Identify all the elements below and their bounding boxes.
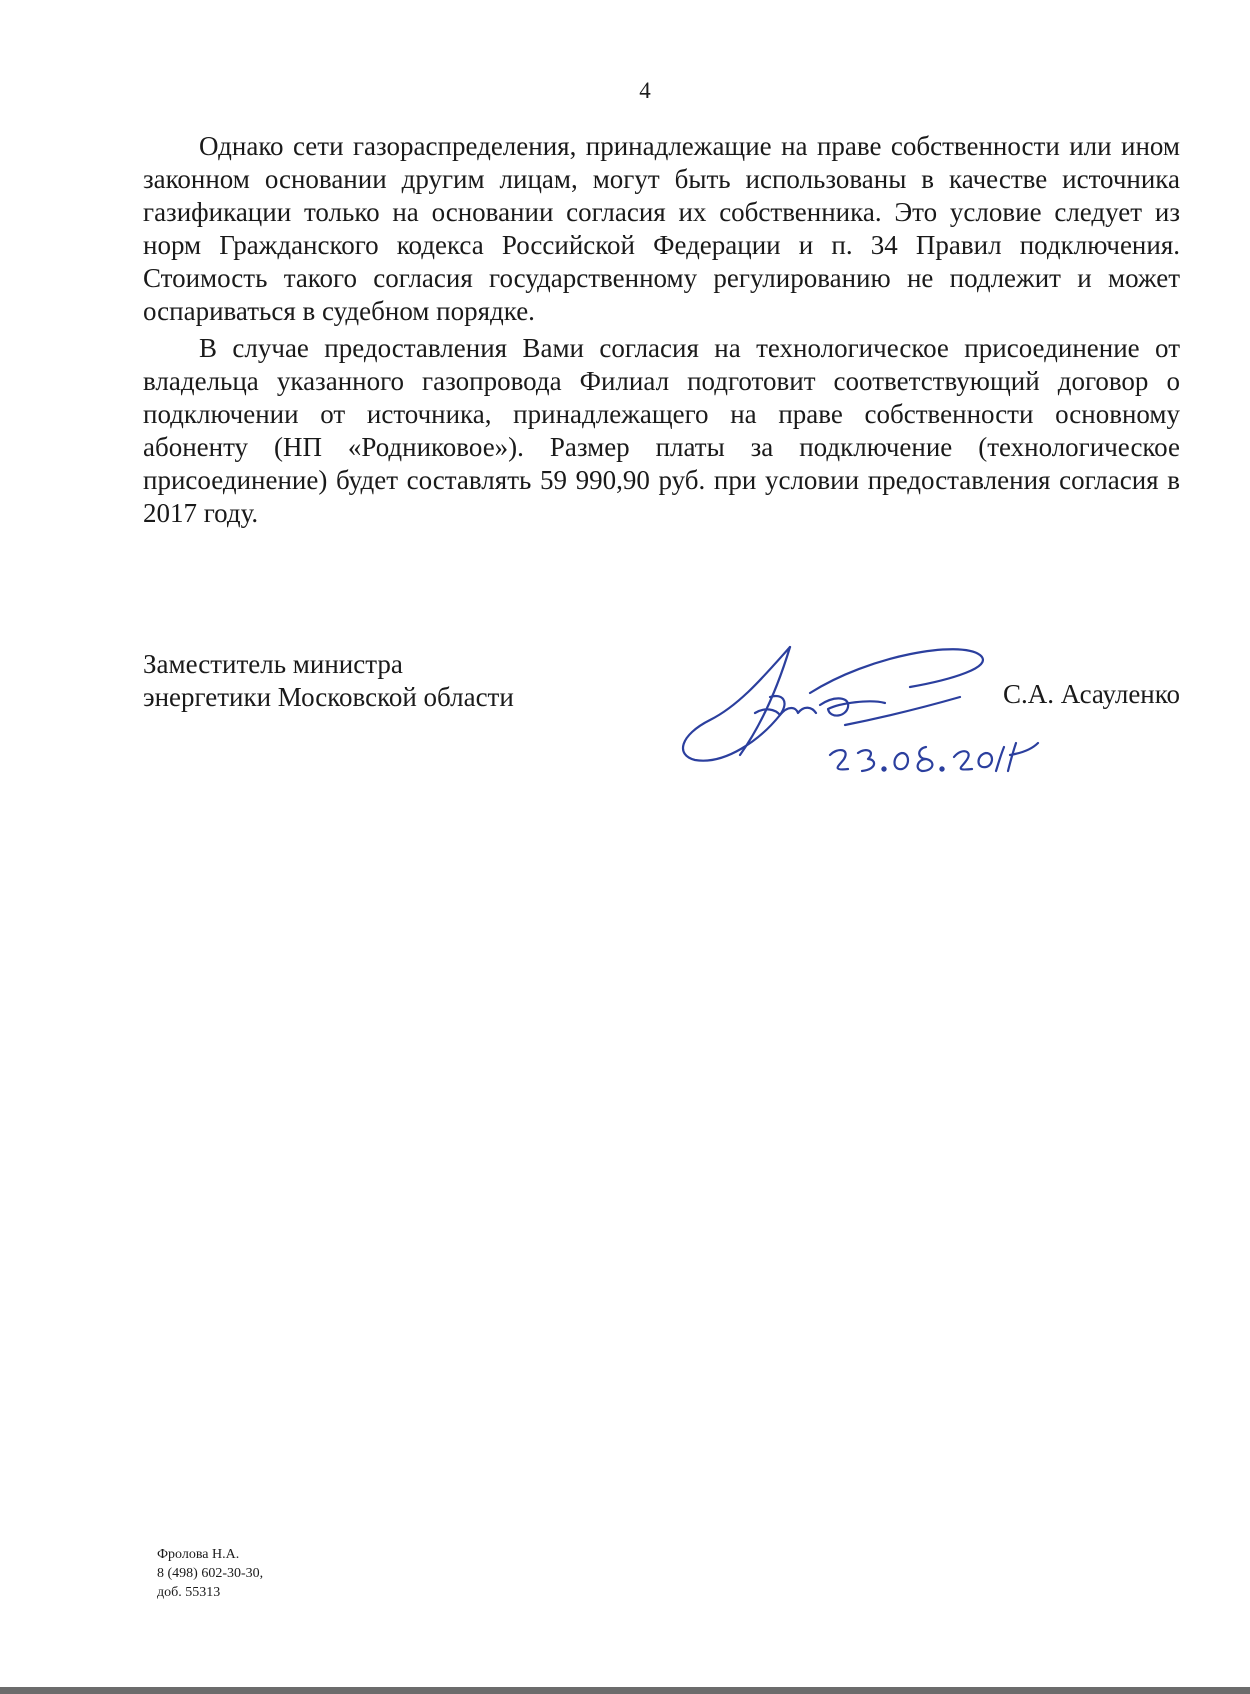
executor-info bbox=[157, 1545, 263, 1602]
paragraph-2: В случае предоставления Вами согласия на технологическое присоединение от владельца указанного газопровода Филиал подготовит соответствующий договор о подключении от источника, принадлежащего на праве собственности основному абоненту (НП «Родниковое»). Размер платы за подключение (технологическое присоединение) будет составлять 59 990,90 руб. при условии предоставления согласия в 2017 году. bbox=[143, 333, 1180, 528]
page-number: 4 bbox=[639, 78, 651, 103]
scan-edge-divider bbox=[0, 1687, 1250, 1694]
signer-position-line-1: Заместитель министра bbox=[143, 649, 403, 679]
handwritten-signature bbox=[670, 635, 1110, 795]
paragraph-1: Однако сети газораспределения, принадлежащие на праве собственности или ином законном основании другим лицам, могут быть использованы в качестве источника газификации только на основании согласия их собственника. Это условие следует из норм Гражданского кодекса Российской Федерации и п. 34 Правил подключения. Стоимость такого согласия государственному регулированию не подлежит и может оспариваться в судебном порядке. bbox=[143, 131, 1180, 326]
executor-extension: доб. 55313 bbox=[157, 1585, 221, 1600]
executor-phone: 8 (498) 602-30-30, bbox=[157, 1566, 264, 1581]
signer-name: С.А. Асауленко bbox=[1003, 679, 1180, 709]
letter-body bbox=[143, 130, 1180, 534]
executor-name: Фролова Н.А. bbox=[157, 1547, 240, 1562]
signer-position bbox=[143, 648, 514, 714]
signer-position-line-2: энергетики Московской области bbox=[143, 682, 514, 712]
